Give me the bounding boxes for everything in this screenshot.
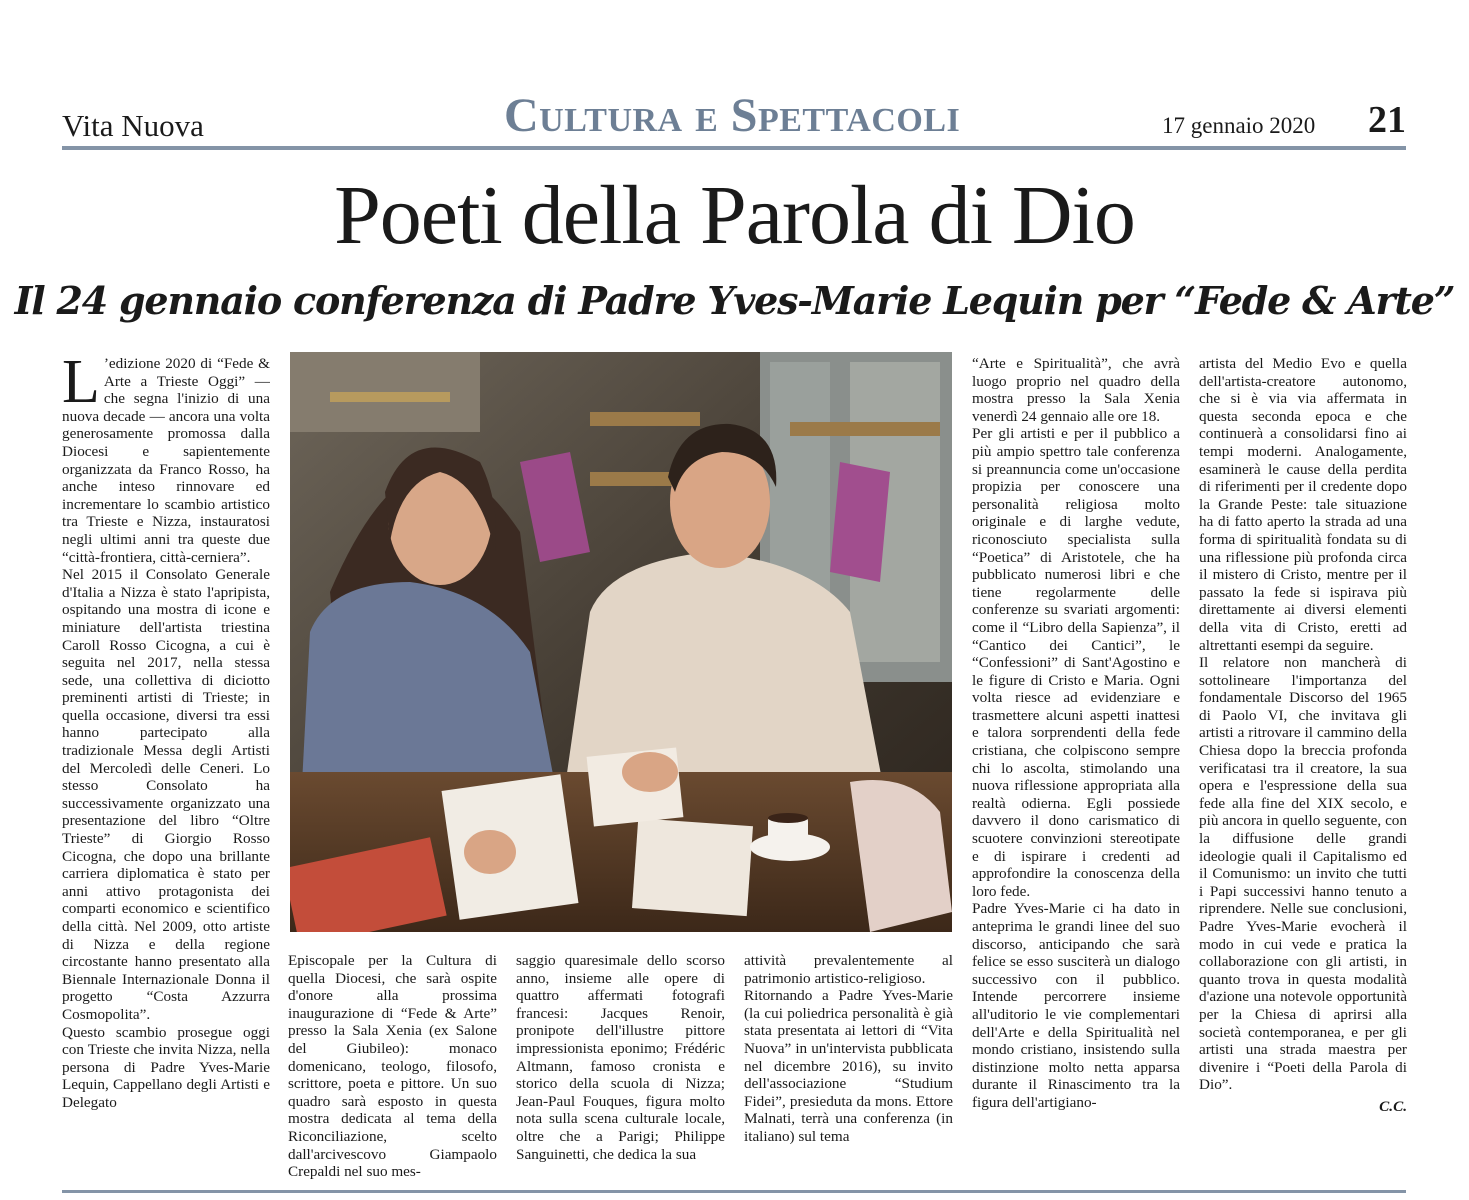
bottom-rule (62, 1190, 1406, 1193)
subheadline: Il 24 gennaio conferenza di Padre Yves-Marie Lequin per “Fede & Arte” (14, 278, 1455, 323)
drop-cap: L (62, 355, 100, 416)
paragraph: attività prevalentemente al patrimonio artistico-religioso. (744, 952, 953, 987)
article-column-3 (516, 952, 725, 1184)
paragraph: artista del Medio Evo e quella dell'artista-creatore autonomo, che si è via via affermata in questa seconda epoca e che continuerà a consolidarsi fino ai tempi moderni. Analogamente, esaminerà le cause della perdita di riferimenti per il credente dopo la Grande Peste: tale situazione ha di fatto aperto la strada ad una forma di spiritualità fondata su di una riflessione più profonda circa il mistero di Cristo, mentre per il passato la fede si ispirava più direttamente ai diversi elementi della vita di Cristo, eretti ad altrettanti esempi da seguire. (1199, 355, 1407, 654)
headline: Poeti della Parola di Dio (334, 169, 1135, 262)
paragraph: L ’edizione 2020 di “Fede & Arte a Trieste Oggi” — che segna l'inizio di una nuova decade — ancora una volta generosamente promossa dalla Diocesi e sapientemente organizzata da Franco Rosso, ha anche inteso rinnovare ed incrementare lo scambio artistico tra Trieste e Nizza, instauratosi negli ultimi anni tra queste due “città-frontiera, città-cerniera”. (62, 355, 270, 566)
photo-two-people-at-cafe-table-icon (290, 352, 952, 932)
article-column-5 (972, 355, 1180, 1187)
article-column-6 (1199, 355, 1407, 1187)
top-rule (62, 146, 1406, 150)
paragraph: saggio quaresimale dello scorso anno, insieme alle opere di quattro affermati fotografi francesi: Jacques Renoir, pronipote dell'illustre pittore impressionista eponimo; Frédéric Altmann, famoso cronista e storico della scuola di Nizza; Jean-Paul Fouques, figura molto nota sulla scena culturale locale, oltre che a Parigi; Philippe Sanguinetti, che dedica la sua (516, 952, 725, 1163)
author-signature: C.C. (1379, 1097, 1407, 1115)
paragraph: Episcopale per la Cultura di quella Diocesi, che sarà ospite d'onore alla prossima inaugurazione di “Fede & Arte” presso la Sala Xenia (ex Salone del Giubileo): monaco domenicano, teologo, filosofo, scrittore, poeta e pittore. Un suo quadro sarà esposto in questa mostra dedicata al tema della Riconciliazione, scelto dall'arcivescovo Giampaolo Crepaldi nel suo mes- (288, 952, 497, 1181)
article-column-4 (744, 952, 953, 1184)
paragraph: “Arte e Spiritualità”, che avrà luogo proprio nel quadro della mostra presso la Sala Xenia venerdì 24 gennaio alle ore 18. (972, 355, 1180, 425)
section-title: Cultura e Spettacoli (504, 89, 961, 142)
paragraph: Per gli artisti e per il pubblico a più ampio spettro tale conferenza si preannuncia come un'occasione propizia per conoscere una personalità religiosa molto originale e di larghe vedute, riconosciuto specialista sulla “Poetica” di Aristotele, che ha pubblicato numerosi libri e che tiene regolarmente delle conferenze su svariati argomenti: come il “Libro della Sapienza”, il “Cantico dei Cantici”, le “Confessioni” di Sant'Agostino e le figure di Cristo e Maria. Ogni volta riesce ad evidenziare e trasmettere alcuni aspetti inattesi e talora sorprendenti della fede cristiana, che colpiscono sempre chi lo ascolta, stimolando una nuova riflessione appropriata alla realtà odierna. Egli possiede davvero il dono carismatico di scuotere convinzioni stereotipate e di ispirare i credenti ad approfondire la conoscenza della loro fede. (972, 425, 1180, 900)
publication-name: Vita Nuova (62, 108, 204, 143)
paragraph: Questo scambio prosegue oggi con Trieste che invita Nizza, nella persona di Padre Yves-Marie Lequin, Cappellano degli Artisti e Delegato (62, 1023, 270, 1111)
paragraph: Il relatore non mancherà di sottolineare l'importanza del fondamentale Discorso del 1965 di Paolo VI, che invitava gli artisti a ritrovare il cammino della Chiesa dopo la breccia profonda verificatasi tra il creatore, la sua opera e l'espressione della sua fede alla fine del XIX secolo, e più ancora in quello seguente, con la diffusione delle grandi ideologie quali il Capitalismo ed il Comunismo: un invito che tutti i Papi successivi hanno tenuto a riprendere. Nelle sue conclusioni, Padre Yves-Marie evocherà il modo in cui vede e pratica la collaborazione con gli artisti, in quanto trova in questa modalità d'azione una notevole opportunità per la Chiesa di aprirsi alla società contemporanea, e per gli artisti una strada maestra per divenire i “Poeti della Parola di Dio”. (1199, 654, 1407, 1094)
paragraph: Ritornando a Padre Yves-Marie (la cui poliedrica personalità è già stata presentata ai lettori di “Vita Nuova” in un'intervista pubblicata nel dicembre 2016), su invito dell'associazione “Studium Fidei”, presieduta da mons. Ettore Malnati, terrà una conferenza (in italiano) sul tema (744, 987, 953, 1145)
paragraph: Nel 2015 il Consolato Generale d'Italia a Nizza è stato l'apripista, ospitando una mostra di icone e miniature dell'artista triestina Caroll Rosso Cicogna, a cui è seguita nel 2017, nella stessa sede, una collettiva di diciotto preminenti artisti di Trieste; in quella occasione, diversi tra essi hanno partecipato alla tradizionale Messa degli Artisti del Mercoledì delle Ceneri. Lo stesso Consolato ha successivamente organizzato una presentazione del libro “Oltre Trieste” di Giorgio Rosso Cicogna, che dopo una brillante carriera diplomatica è stato per anni attivo protagonista dei comparti economico e scientifico della città. Nel 2009, otto artiste di Nizza e della regione circostante hanno presentato alla Biennale Internazionale Donna il progetto “Costa Azzurra Cosmopolita”. (62, 566, 270, 1023)
page-number: 21 (1368, 99, 1406, 141)
article-column-2 (288, 952, 497, 1184)
paragraph: Padre Yves-Marie ci ha dato in anteprima le grandi linee del suo discorso, anticipando che sarà felice se esso susciterà un dialogo successivo con il pubblico. Intende percorrere insieme all'uditorio le vie complementari dell'Arte e della Spiritualità nel mondo cristiano, insistendo sulla distinzione molto netta apparsa durante il Rinascimento tra la figura dell'artigiano- (972, 900, 1180, 1111)
masthead (62, 86, 1406, 148)
article-column-1 (62, 355, 270, 1187)
issue-date: 17 gennaio 2020 (1162, 113, 1316, 138)
